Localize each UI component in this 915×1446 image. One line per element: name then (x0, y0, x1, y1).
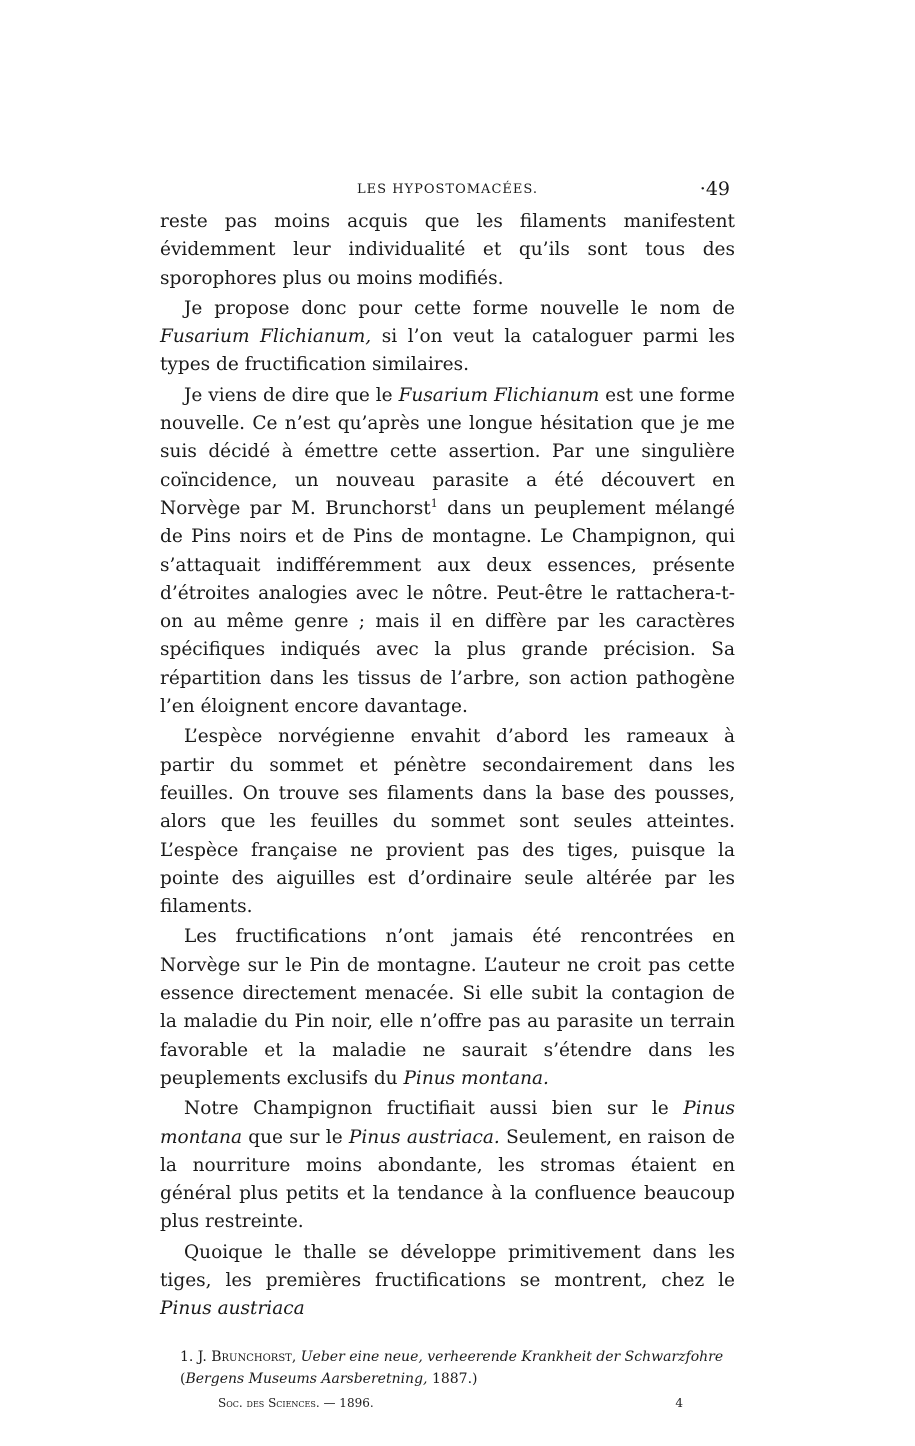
footnote-source-title: Bergens Museums Aarsberetning, (185, 1370, 428, 1387)
paragraph-5 (160, 923, 735, 1093)
paragraph-3 (160, 382, 735, 722)
body-text (160, 208, 735, 1324)
paragraph-4 (160, 723, 735, 921)
page (160, 178, 735, 1416)
paragraph-6 (160, 1095, 735, 1236)
paragraph-3-text-d: dans un peuplement mélangé de Pins noirs et de Pins de montagne. Le Champignon, qui s’attaquait indifféremment aux deux essences, présente d’étroites analogies avec le nôtre. Peut-être le rattachera-t-on au même genre ; mais il en diffère par les caractères spécifiques indiqués avec la plus grande précision. Sa répartition dans les tissus de l’arbre, son action pathogène l’en éloignent encore davantage. (160, 497, 735, 718)
footnote (160, 1346, 735, 1390)
footnote-reference[interactable]: 1 (430, 496, 438, 510)
paragraph-7-text-a: Quoique le thalle se développe primitivement dans les tiges, les premières fructifications se montrent, chez le (160, 1241, 735, 1291)
paragraph-2-text-a: Je propose donc pour cette forme nouvelle le nom de (184, 297, 735, 319)
paragraph-3-italic: Fusarium Flichianum (398, 384, 600, 406)
paragraph-2 (160, 295, 735, 380)
footnote-source-close: 1887.) (427, 1370, 478, 1387)
paragraph-4-text: L’espèce norvégienne envahit d’abord les rameaux à partir du sommet et pénètre secondairement dans les feuilles. On trouve ses filaments dans la base des pousses, alors que les feuilles du sommet sont seules atteintes. L’espèce française ne provient pas des tiges, puisque la pointe des aiguilles est d’ordinaire seule altérée par les filaments. (160, 726, 735, 918)
signature-number: 4 (675, 1395, 683, 1410)
paragraph-5-text-a: Les fructifications n’ont jamais été rencontrées en Norvège sur le Pin de montagne. L’auteur ne croit pas cette essence directement menacée. Si elle subit la contagion de la maladie du Pin noir, elle n’offre pas au parasite un terrain favorable et la maladie ne saurait s’étendre dans les peuplements exclusifs du (160, 926, 735, 1089)
page-number: ·49 (699, 178, 730, 200)
signature-society: Soc. des Sciences. — 1896. (218, 1395, 374, 1410)
running-head-title: LES HYPOSTOMACÉES. (357, 182, 538, 197)
paragraph-1 (160, 208, 735, 293)
paragraph-3-text-c: est une forme nouvelle. Ce n’est qu’après une longue hésitation que je me suis décidé à émettre cette assertion. Par une singulière coïncidence, un nouveau parasite a été découvert en Norvège par M. Brunchorst (160, 384, 735, 519)
paragraph-6-italic-1: Pinus montana (160, 1098, 735, 1148)
paragraph-5-italic: Pinus montana. (403, 1067, 549, 1089)
footnote-source-open: ( (180, 1370, 186, 1387)
paragraph-3-text-a: Je viens de dire que le (184, 384, 399, 406)
paragraph-6-text-c: que sur le (242, 1126, 349, 1148)
footnote-number: 1. J. (180, 1348, 212, 1365)
paragraph-6-text-a: Notre Champignon fructifiait aussi bien sur le (184, 1098, 684, 1120)
signature-line (160, 1396, 735, 1416)
footnote-source (180, 1368, 735, 1390)
paragraph-7 (160, 1239, 735, 1324)
running-head (160, 178, 735, 208)
paragraph-6-text-e: Seulement, en raison de la nourriture moins abondante, les stromas étaient en général plus petits et la tendance à la confluence beaucoup plus restreinte. (160, 1126, 735, 1233)
paragraph-2-italic: Fusarium Flichianum, (160, 326, 372, 348)
paragraph-6-italic-2: Pinus austriaca. (348, 1126, 500, 1148)
paragraph-1-text: reste pas moins acquis que les filaments manifestent évidemment leur individualité et qu’ils sont tous des sporophores plus ou moins modifiés. (160, 211, 735, 289)
paragraph-2-text-c: si l’on veut la cataloguer parmi les types de fructification similaires. (160, 326, 735, 376)
footnote-title: Ueber eine neue, verheerende Krankheit der Schwarzfohre (296, 1348, 724, 1365)
footnote-author: Brunchorst, (211, 1348, 297, 1365)
paragraph-7-italic: Pinus austriaca (160, 1298, 305, 1320)
